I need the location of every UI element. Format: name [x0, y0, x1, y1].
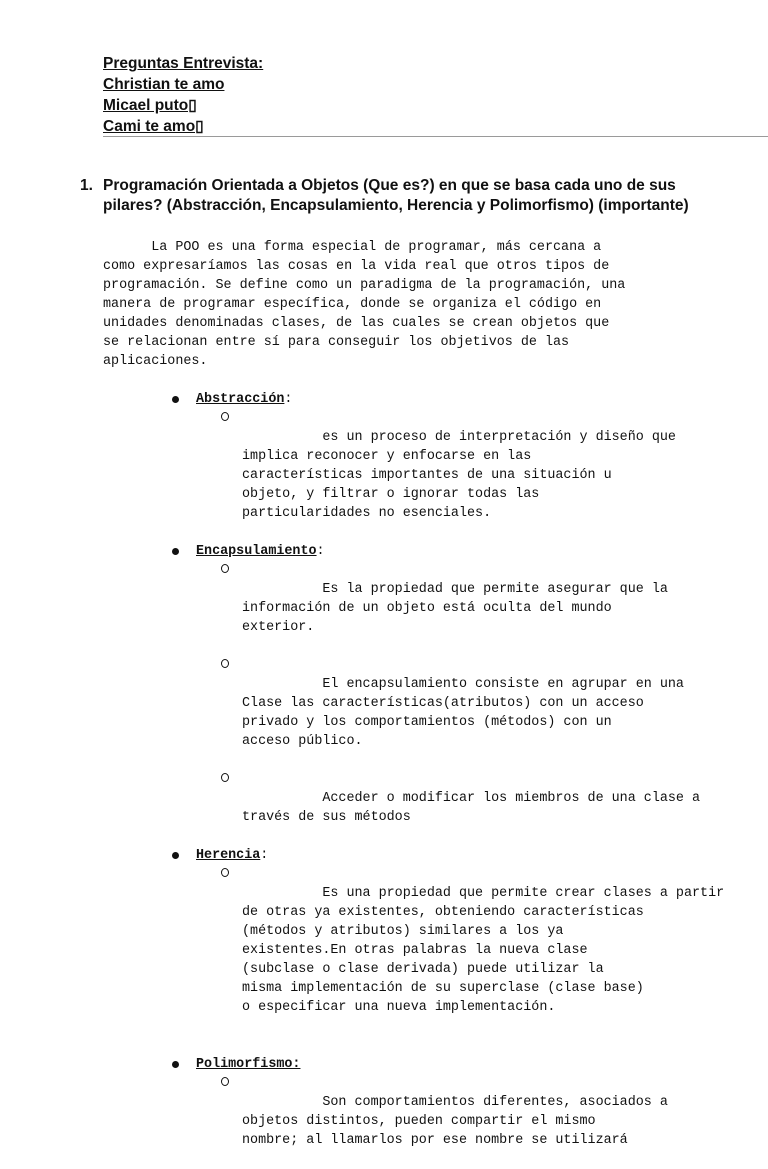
circle-bullet-icon — [221, 868, 229, 877]
bullet-dot-icon — [172, 548, 179, 555]
horizontal-rule — [103, 136, 768, 137]
pillar-encapsulamiento — [170, 542, 750, 846]
pillar-title: Encapsulamiento — [196, 544, 317, 559]
circle-bullet-icon — [221, 412, 229, 421]
sub-item-text: Son comportamientos diferentes, asociados a objetos distintos, pueden compartir el mismo nombre; al llamarlos por ese nombre se utilizará — [242, 1095, 668, 1148]
circle-bullet-icon — [221, 773, 229, 782]
question-text: Programación Orientada a Objetos (Que es?) en que se basa cada uno de sus pilares? (Abstracción, Encapsulamiento, Herencia y Polimorfismo) (importante) — [103, 177, 689, 214]
circle-bullet-icon — [221, 564, 229, 573]
header-line-2: Micael puto▯ — [103, 97, 197, 114]
pillars-list — [170, 390, 750, 1169]
sub-list-item — [196, 770, 750, 846]
pillar-suffix: : — [284, 392, 293, 407]
pillar-title: Herencia — [196, 848, 261, 863]
sub-list-item — [196, 865, 750, 1036]
bullet-dot-icon — [172, 1061, 179, 1068]
question-number: 1. — [80, 177, 93, 194]
bullet-dot-icon — [172, 396, 179, 403]
intro-paragraph: La POO es una forma especial de programar, más cercana a como expresaríamos las cosas en la vida real que otros tipos de programación. Se define como un paradigma de la programación, una manera de programar específica, donde se organiza el código en unidades denominadas clases, de las cuales se crean objetos que se relacionan entre sí para conseguir los objetivos de las aplicaciones. — [103, 240, 626, 369]
sub-item-text: es un proceso de interpretación y diseño que implica reconocer y enfocarse en las características importantes de una situación u objeto, y filtrar o ignorar todas las particularidades no esenciales. — [242, 430, 676, 521]
document-header — [103, 53, 263, 137]
pillar-polimorfismo — [170, 1055, 750, 1169]
pillar-abstraccion — [170, 390, 750, 542]
bullet-dot-icon — [172, 852, 179, 859]
circle-bullet-icon — [221, 659, 229, 668]
sub-list-item — [196, 1074, 750, 1169]
sub-list-item — [196, 561, 750, 656]
pillar-herencia — [170, 846, 750, 1036]
pillar-title: Abstracción — [196, 392, 285, 407]
sub-list-item — [196, 409, 750, 542]
circle-bullet-icon — [221, 1077, 229, 1086]
sub-list-item — [196, 656, 750, 770]
sub-item-text: El encapsulamiento consiste en agrupar en una Clase las características(atributos) con un acceso privado y los comportamientos (métodos) con un acceso público. — [242, 677, 684, 749]
pillar-suffix: : — [316, 544, 325, 559]
pillar-title: Polimorfismo: — [196, 1057, 301, 1072]
pillar-suffix: : — [260, 848, 269, 863]
sub-item-text: Es una propiedad que permite crear clases a partir de otras ya existentes, obteniendo características (métodos y atributos) similares a los ya existentes.En otras palabras la nueva clase (subclase o clase derivada) puede utilizar la misma implementación de su superclase (clase base) o especificar una nueva implementación. — [242, 886, 725, 1015]
sub-item-text: Es la propiedad que permite asegurar que la información de un objeto está oculta del mundo exterior. — [242, 582, 668, 635]
sub-item-text: Acceder o modificar los miembros de una clase a través de sus métodos — [242, 791, 701, 825]
header-line-1: Christian te amo — [103, 76, 225, 93]
header-line-3: Cami te amo▯ — [103, 118, 204, 135]
header-title: Preguntas Entrevista: — [103, 55, 264, 72]
blank-line — [170, 1036, 750, 1055]
